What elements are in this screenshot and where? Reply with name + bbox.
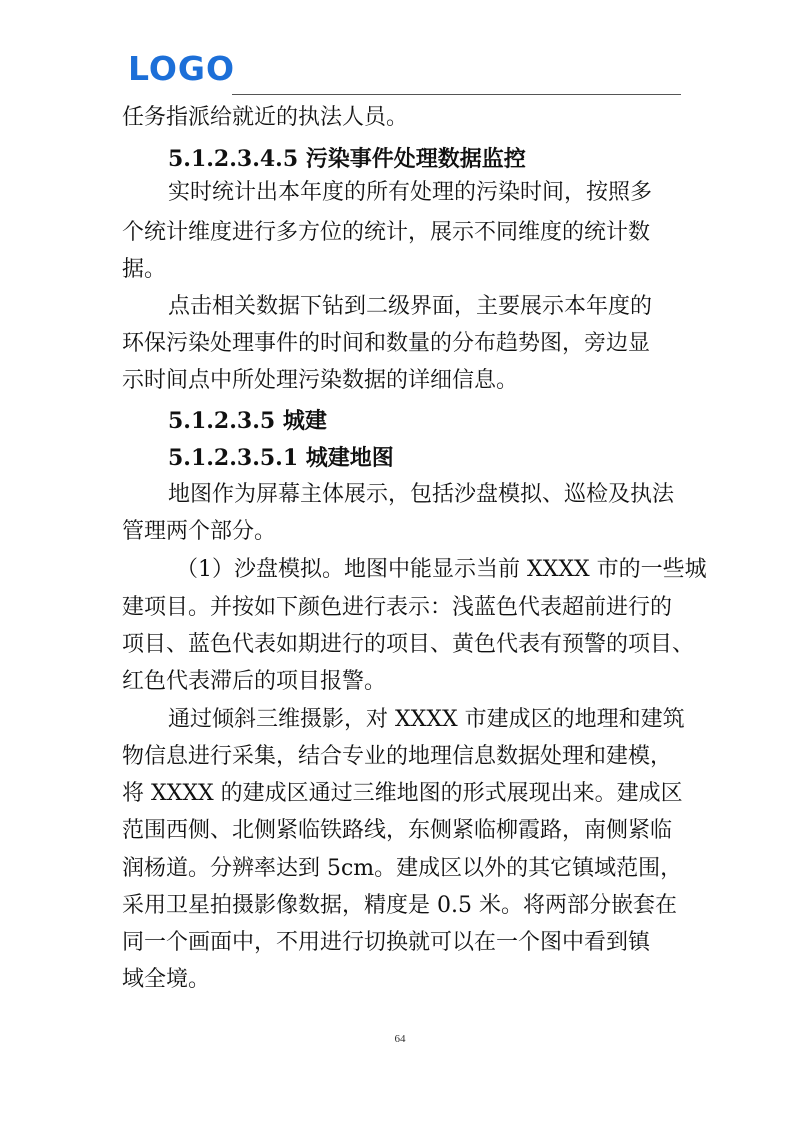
paragraph-line: 任务指派给就近的执法人员。 (122, 105, 409, 130)
paragraph-line: 范围西侧、北侧紧临铁路线，东侧紧临柳霞路，南侧紧临 (122, 818, 673, 843)
paragraph-line: 地图作为屏幕主体展示，包括沙盘模拟、巡检及执法 (168, 482, 675, 507)
paragraph-line: 环保污染处理事件的时间和数量的分布趋势图，旁边显 (122, 331, 651, 356)
paragraph-line: 项目、蓝色代表如期进行的项目、黄色代表有预警的项目、 (122, 632, 695, 657)
paragraph-line: 实时统计出本年度的所有处理的污染时间，按照多 (168, 180, 653, 205)
section-heading: 5.1.2.3.4.5 污染事件处理数据监控 (168, 146, 526, 172)
paragraph-line: 同一个画面中，不用进行切换就可以在一个图中看到镇 (122, 930, 651, 955)
header-divider (232, 94, 681, 95)
section-heading: 5.1.2.3.5 城建 (168, 408, 327, 434)
logo: LOGO (128, 49, 236, 88)
paragraph-line: 润杨道。分辨率达到 5cm。建成区以外的其它镇域范围， (122, 856, 683, 881)
paragraph-line: 示时间点中所处理污染数据的详细信息。 (122, 368, 519, 393)
paragraph-line: 建项目。并按如下颜色进行表示：浅蓝色代表超前进行的 (122, 595, 673, 620)
paragraph-line: 采用卫星拍摄影像数据，精度是 0.5 米。将两部分嵌套在 (122, 893, 677, 918)
paragraph-line: 将 XXXX 的建成区通过三维地图的形式展现出来。建成区 (122, 781, 683, 806)
paragraph-line: 管理两个部分。 (122, 519, 277, 544)
section-heading: 5.1.2.3.5.1 城建地图 (168, 445, 394, 471)
paragraph-line: 个统计维度进行多方位的统计，展示不同维度的统计数 (122, 220, 651, 245)
paragraph-line: 物信息进行采集，结合专业的地理信息数据处理和建模， (122, 744, 673, 769)
paragraph-line: 据。 (122, 257, 167, 282)
paragraph-line: 红色代表滞后的项目报警。 (122, 669, 387, 694)
paragraph-line: （1）沙盘模拟。地图中能显示当前 XXXX 市的一些城 (176, 557, 707, 582)
page-number: 64 (394, 1033, 406, 1045)
paragraph-line: 通过倾斜三维摄影，对 XXXX 市建成区的地理和建筑 (168, 707, 685, 732)
paragraph-line: 域全境。 (122, 967, 211, 992)
paragraph-line: 点击相关数据下钻到二级界面，主要展示本年度的 (168, 294, 653, 319)
